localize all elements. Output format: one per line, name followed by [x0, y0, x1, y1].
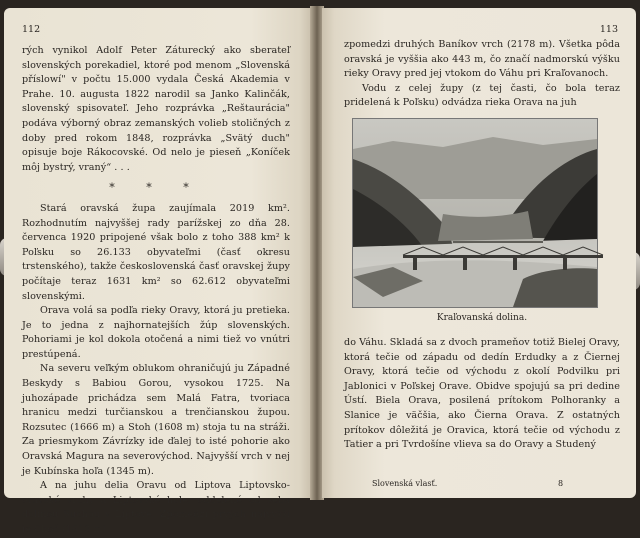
valley-photograph [352, 118, 598, 308]
page-number: 113 [599, 24, 618, 35]
paragraph: Stará oravská župa zaujímala 2019 km². Rozhodnutím najvyššej rady parížskej zo dňa 28. červenca 1920 pripojené však bolo z toho 388 km² k Poľsku so 26.133 obyvateľmi (časť okresu trstenského), takže československá časť oravskej župy počítaje teraz 1631 km² so 62.612 obyvateľmi slovenskými. [22, 202, 290, 302]
right-page-text-bottom [344, 336, 620, 453]
paragraph: A na juhu delia Oravu od Liptova Liptovsko-oravské vrchy a Liptovské hole, oddelené od seba dolinou Suchou v Liptove. Zpomedzi prvých najvyšší je Choč (1613 m), [22, 480, 290, 535]
page-number: 112 [22, 24, 41, 35]
right-page [322, 8, 636, 498]
paragraph: do Váhu. Skladá sa z dvoch prameňov totiž Bielej Oravy, ktorá tečie od západu od dedín Erdudky a z Čiernej Oravy, ktorá tečie od východu z okolí Podvilku pri Jablonici v Poľskej Orave. Obidve spojujú sa pri dedine Ústí. Biela Orava, posilená prítokom Polhoranky a Slanice je väčšia, ako Čierna Orava. Z ostatných prítokov dôležitá je Oravica, ktorá tečie od východu z Tatier a pri Tvrdošíne vlieva sa do Oravy a Studený [344, 337, 620, 451]
paragraph: zpomedzi druhých Baníkov vrch (2178 m). Všetka pôda oravská je vyššia ako 443 m, čo značí nadmorskú výšku rieky Oravy pred jej vtokom do Váhu pri Kraľovanoch. [344, 39, 620, 80]
footer-signature: Slovenská vlasť. [372, 479, 438, 488]
paragraph: Vodu z celej župy (z tej časti, čo bola teraz pridelená k Poľsku) odvádza rieka Orava na juh [344, 82, 620, 109]
paragraph: Orava volá sa podľa rieky Oravy, ktorá ju pretieka. Je to jedna z najhornatejších žúp slovenských. Pohoriami je kol dokola otočená a nimi tiež vo vnútri prestúpená. [22, 305, 290, 360]
figure-caption: Kraľovanská dolina. [436, 313, 528, 323]
paragraph: rých vynikol Adolf Peter Záturecký ako sberateľ slovenských porekadiel, ktoré pod menom „Slovenská příslowí" v počtu 15.000 vydala Česká Akademia v Prahe. 10. augusta 1822 narodil sa Janko Kalinčák, slovenský spisovateľ. Jeho rozprávka „Reštaurácia" podáva výborný obraz zemanských volieb stoličných z doby pred rokom 1848, rozprávka „Svätý duch" opisuje boje Rákocovské. Od nelo je pieseň „Koníček môj bystrý, vraný“ . . . [22, 45, 290, 173]
left-page-text [22, 44, 290, 538]
right-page-text-top [344, 38, 620, 111]
paragraph: Na severu veľkým oblukom ohraničujú ju Západné Beskydy s Babiou Gorou, vysokou 1725. Na juhozápade prichádza sem Malá Fatra, tvoriaca hranicu medzi turčianskou a trenčianskou župou. Rozsutec (1666 m) a Stoh (1608 m) stoja tu na stráži. Za priesmykom Závrízky ide ďalej to isté pohorie ako Oravská Magura na severovýchod. Najvyšší vrch v nej je Kubínska hoľa (1345 m). [22, 363, 290, 477]
section-divider: * * * [109, 181, 203, 195]
footer-sheet-number: 8 [558, 479, 564, 488]
left-page [4, 8, 312, 535]
